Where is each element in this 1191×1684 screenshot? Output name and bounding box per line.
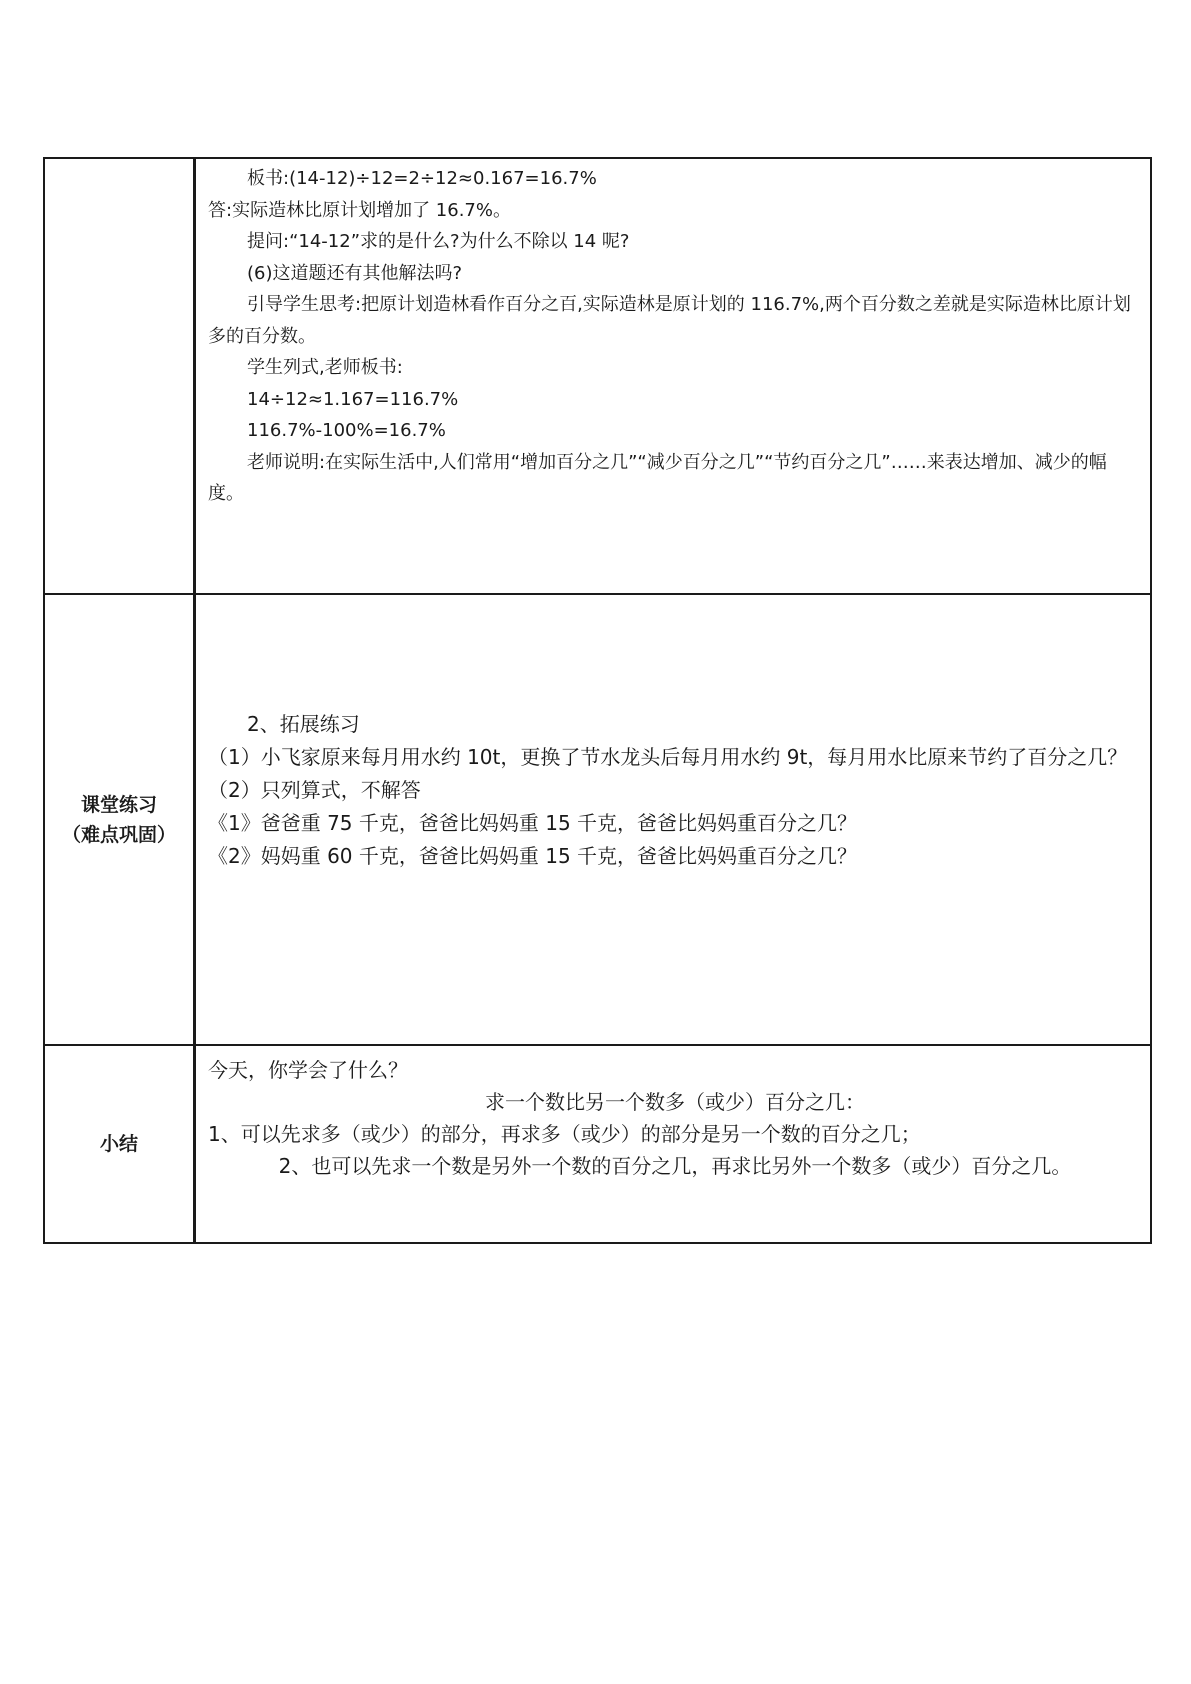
exercise-2-part-1: 《1》爸爸重 75 千克，爸爸比妈妈重 15 千克，爸爸比妈妈重百分之几？ <box>208 811 858 835</box>
row-label-empty <box>44 158 195 594</box>
summary-question: 今天，你学会了什么？ <box>208 1058 408 1082</box>
exercise-1: （1）小飞家原来每月用水约 10t，更换了节水龙头后每月用水约 9t，每月用水比原来节约了百分之几？ <box>208 745 1128 769</box>
formula-line-2: 116.7%-100%=16.7% <box>247 420 446 441</box>
lesson-plan-table <box>43 157 1152 1244</box>
table-row-summary <box>44 1045 1151 1243</box>
guide-thinking-paragraph: 引导学生思考:把原计划造林看作百分之百,实际造林是原计划的 116.7%,两个百分数之差就是实际造林比原计划多的百分数。 <box>208 294 1131 347</box>
formula-line-1: 14÷12≈1.167=116.7% <box>247 388 459 410</box>
question-line: 提问:“14-12”求的是什么?为什么不除以 14 呢? <box>247 231 630 252</box>
table-row-practice <box>44 594 1151 1045</box>
summary-content <box>195 1045 1152 1243</box>
board-writing-line: 板书:(14-12)÷12=2÷12≈0.167=16.7% <box>247 168 597 189</box>
table-row-explanation <box>44 158 1151 594</box>
teacher-note-paragraph: 老师说明:在实际生活中,人们常用“增加百分之几”“减少百分之几”“节约百分之几”……来表达增加、减少的幅度。 <box>208 451 1107 504</box>
summary-point-2: 2、也可以先求一个数是另外一个数的百分之几，再求比另外一个数多（或少）百分之几。 <box>278 1154 1072 1178</box>
student-formula-line: 学生列式,老师板书: <box>247 357 403 378</box>
summary-point-1: 1、可以先求多（或少）的部分，再求多（或少）的部分是另一个数的百分之几； <box>208 1122 921 1146</box>
practice-sublabel: （难点巩固） <box>61 823 176 846</box>
summary-label: 小结 <box>99 1133 138 1155</box>
row-label-summary <box>44 1045 195 1243</box>
explanation-content <box>195 158 1152 594</box>
extension-heading: 2、拓展练习 <box>247 712 360 736</box>
practice-label: 课堂练习 <box>80 793 157 816</box>
practice-content <box>195 594 1152 1045</box>
answer-line: 答:实际造林比原计划增加了 16.7%。 <box>208 199 511 221</box>
summary-topic: 求一个数比另一个数多（或少）百分之几： <box>485 1090 865 1114</box>
row-label-practice <box>44 594 195 1045</box>
other-method-line: (6)这道题还有其他解法吗? <box>247 262 463 284</box>
exercise-2-part-2: 《2》妈妈重 60 千克，爸爸比妈妈重 15 千克，爸爸比妈妈重百分之几？ <box>208 844 858 868</box>
exercise-2-heading: （2）只列算式，不解答 <box>208 778 421 802</box>
